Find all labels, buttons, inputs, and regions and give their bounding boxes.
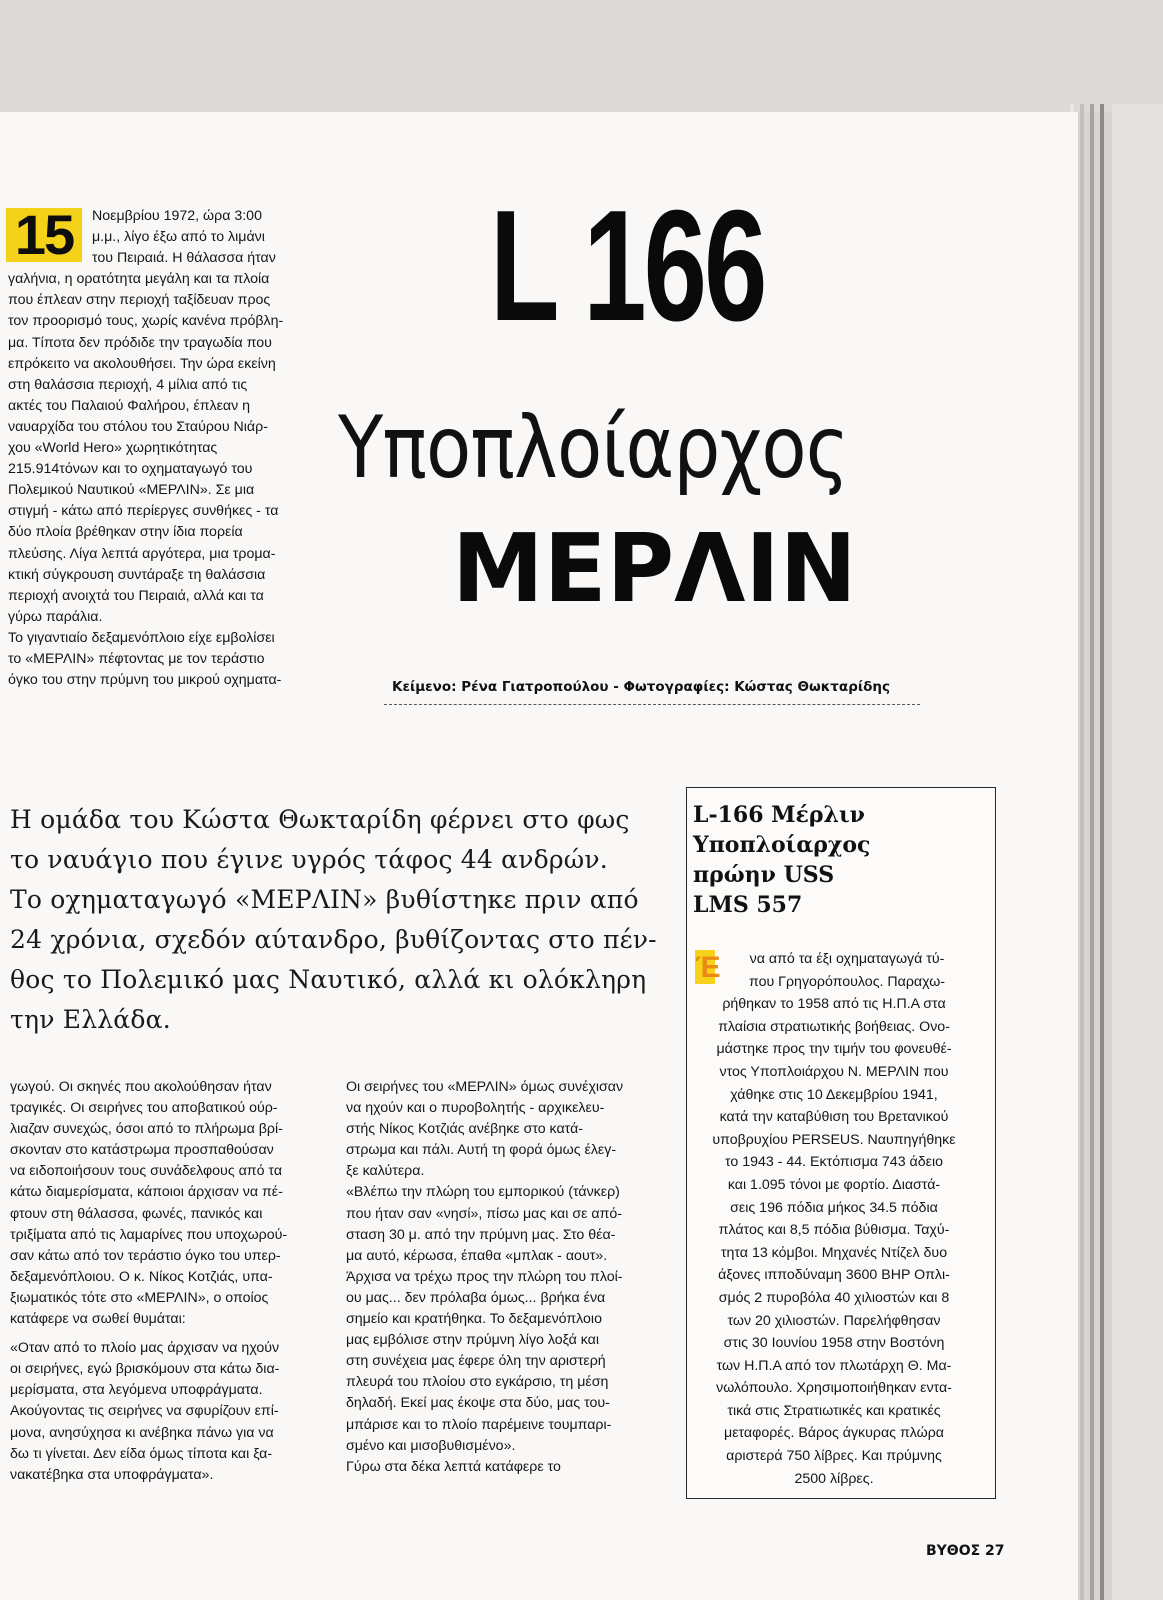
intro-line: ναυαρχίδα του στόλου του Σταύρου Νιάρ- [8, 418, 268, 435]
page-edge [1080, 104, 1084, 1600]
lead-line: θος το Πολεμικό μας Ναυτικό, αλλά κι ολόκληρη [10, 965, 647, 994]
body-line: στής Νίκος Κοτζιάς ανέβηκε στο κατά- [346, 1121, 584, 1138]
sidebar-line: αριστερά 750 λίβρες. Και πρύμνης [726, 1448, 942, 1465]
sidebar-line: ρήθηκαν το 1958 από τις Η.Π.Α στα [722, 996, 946, 1013]
sidebar-line: μεταφορές. Βάρος άγκυρας πλώρα [724, 1425, 944, 1442]
intro-line: δύο πλοία βρέθηκαν στην ίδια πορεία [8, 524, 243, 541]
intro-line: που έπλεαν στην περιοχή ταξίδευαν προς [8, 292, 271, 309]
date-number-box: 15 [6, 208, 82, 262]
lead-line: 24 χρόνια, σχεδόν αύτανδρο, βυθίζοντας στο πέν- [10, 925, 657, 954]
body-line: «Βλέπω την πλώρη του εμπορικού (τάνκερ) [346, 1184, 620, 1201]
intro-line: επρόκειτο να ακολουθήσει. Την ώρα εκείνη [8, 355, 276, 372]
body-line: νακατέβηκα στα υποφράγματα». [10, 1466, 214, 1483]
sidebar-title [693, 800, 870, 920]
body-line: δω τι γίνεται. Δεν είδα όμως τίποτα και ξα- [10, 1445, 273, 1462]
intro-line: 215.914τόνων και το οχηματαγωγό του [8, 461, 253, 478]
body-line: μπάρισε και το πλοίο παρέμεινε τουμπαρι- [346, 1416, 612, 1433]
sidebar-line: που Γρηγορόπουλος. Παραχω- [748, 973, 945, 990]
body-line: να ειδοποιήσουν τους συνάδελφους από τα [10, 1163, 283, 1180]
sidebar-line: τητα 13 κόμβοι. Μηχανές Ντίζελ δυο [720, 1244, 948, 1261]
body-line: μας εμβόλισε στην πρύμνη λίγο λοξά και [346, 1332, 600, 1349]
sidebar-title-line: LMS 557 [693, 892, 803, 918]
page-edge [1090, 104, 1094, 1600]
sidebar-line: σεις 196 πόδια μήκος 34.5 πόδια [730, 1199, 938, 1216]
body-line: σκονταν στο κατάστρωμα προσπαθούσαν [10, 1142, 274, 1159]
drop-cap: Έ [695, 951, 721, 984]
lead-line: Το οχηματαγωγό «ΜΕΡΛΙΝ» βυθίστηκε πριν από [10, 885, 639, 914]
body-line: κάτω διαμερίσματα, κάποιοι άρχισαν να πέ- [10, 1184, 283, 1201]
body-line: τραγικές. Οι σειρήνες του αποβατικού ούρ- [10, 1100, 278, 1117]
intro-line: περιοχή ανοιχτά του Πειραιά, αλλά και τα [8, 587, 264, 604]
body-line: στη συνέχεια μας έφερε όλη την αριστερή [346, 1353, 606, 1370]
sidebar-line: πλάτος και 8,5 πόδια βύθισμα. Ταχύ- [718, 1222, 950, 1239]
body-line: λιαζαν συνεχώς, όσοι από το πλήρωμα βρί- [10, 1121, 283, 1138]
body-line: σημείο και κρατήθηκα. Το δεξαμενόπλοιο [346, 1311, 602, 1328]
intro-line: Πολεμικού Ναυτικού «ΜΕΡΛΙΝ». Σε μια [8, 482, 255, 499]
title-rank: Υποπλοίαρχος [338, 398, 849, 498]
lead-line: την Ελλάδα. [10, 1005, 171, 1034]
body-line: σαν κάτω από τον τεράστιο όγκο του υπερ- [10, 1247, 281, 1264]
sidebar-line: νωλόπουλο. Χρησιμοποιήθηκαν εντα- [716, 1380, 952, 1397]
sidebar-line: 2500 λίβρες. [794, 1470, 874, 1487]
sidebar-title-line: Υποπλοίαρχος [693, 832, 871, 858]
body-line: γωγού. Οι σκηνές που ακολούθησαν ήταν [10, 1079, 272, 1095]
sidebar-line: να από τα έξι οχηματαγωγά τύ- [749, 951, 945, 967]
body-line: Οι σειρήνες του «ΜΕΡΛΙΝ» όμως συνέχισαν [346, 1079, 624, 1095]
body-line: Ακούγοντας τις σειρήνες να σφυρίζουν επί- [10, 1403, 279, 1420]
page-folio: ΒΥΘΟΣ 27 [926, 1543, 1005, 1559]
body-line: ξε καλύτερα. [346, 1163, 425, 1180]
sidebar-line: μάστηκε προς την τιμήν του φονευθέ- [716, 1041, 952, 1058]
sidebar-body [695, 948, 973, 1490]
sidebar-line: σμός 2 πυροβόλα 40 χιλιοστών και 8 [718, 1289, 950, 1306]
intro-line: γύρω παράλια. [8, 608, 103, 625]
intro-line: μ.μ., λίγο έξω από το λιμάνι [92, 229, 265, 246]
intro-line: το «ΜΕΡΛΙΝ» πέφτοντας με τον τεράστιο [8, 650, 265, 667]
sidebar-line: άξονες ιπποδύναμη 3600 BHP Οπλι- [718, 1267, 950, 1284]
sidebar-line: στις 30 Ιουνίου 1958 στην Βοστόνη [723, 1335, 945, 1352]
body-line: στρωμα και πάλι. Αυτή τη φορά όμως έλεγ- [346, 1142, 617, 1159]
intro-line: μα. Τίποτα δεν πρόδιδε την τραγωδία που [8, 334, 272, 351]
intro-line: στιγμή - κάτω από περίεργες συνθήκες - τα [8, 503, 279, 520]
sidebar-line: των 20 χιλιοστών. Παρελήφθησαν [727, 1312, 941, 1329]
intro-line: του Πειραιά. Η θάλασσα ήταν [92, 250, 276, 267]
credits-divider [384, 704, 920, 705]
body-line: να ηχούν και ο πυροβολητής - αρχικελευ- [346, 1100, 605, 1117]
intro-line: στη θαλάσσια περιοχή, 4 μίλια από τις [8, 376, 248, 393]
sidebar-line: κατά την καταβύθιση του Βρετανικού [719, 1109, 949, 1126]
intro-line: γαλήνια, η ορατότητα μεγάλη και τα πλοία [8, 271, 270, 288]
body-line: φτουν στη θάλασσα, φωνές, πανικός και [10, 1205, 263, 1222]
lead-line: Η ομάδα του Κώστα Θωκταρίδη φέρνει στο φως [10, 805, 630, 834]
body-line: Άρχισα να τρέχω προς την πλώρη του πλοί- [346, 1268, 623, 1285]
body-line: τριξίματα από τις λαμαρίνες που υποχωρού- [10, 1226, 288, 1243]
title-code: L 166 [490, 178, 765, 354]
page-edge [1100, 104, 1104, 1600]
body-line: σμένο και μισοβυθισμένο». [346, 1437, 516, 1454]
sidebar-line: χάθηκε στις 10 Δεκεμβρίου 1941, [730, 1086, 938, 1103]
body-column-2 [346, 1077, 658, 1478]
intro-line: τον προορισμό τους, χωρίς κανένα πρόβλη- [8, 313, 284, 330]
intro-line: όγκο του στην πρύμνη του μικρού οχηματα- [8, 672, 282, 689]
sidebar-line: των Η.Π.Α από τον πλωτάρχη Θ. Μα- [716, 1357, 952, 1374]
intro-line: χου «World Hero» χωρητικότητας [8, 440, 218, 457]
body-line: που ήταν σαν «νησί», πίσω μας και σε από- [346, 1205, 622, 1222]
intro-line: πλεύσης. Λίγα λεπτά αργότερα, μια τρομα- [8, 545, 276, 562]
lead-paragraph [10, 800, 657, 1040]
body-line: «Οταν από το πλοίο μας άρχισαν να ηχούν [10, 1340, 280, 1357]
ship-info-sidebar [686, 787, 996, 1499]
body-line: δεξαμενόπλοιου. Ο κ. Νίκος Κοτζιάς, υπα- [10, 1268, 273, 1285]
intro-line: Το γιγαντιαίο δεξαμενόπλοιο είχε εμβολίσει [8, 629, 275, 646]
sidebar-line: ντος Υποπλοιάρχου Ν. ΜΕΡΛΙΝ που [719, 1063, 949, 1080]
lead-line: το ναυάγιο που έγινε υγρός τάφος 44 ανδρών. [10, 845, 608, 874]
body-line: μα αυτό, κέρωσα, έπαθα «μπλακ - αουτ». [346, 1247, 608, 1264]
sidebar-line: και 1.095 τόνοι με φορτίο. Διαστά- [727, 1176, 941, 1193]
body-line: μερίσματα, στα λεγόμενα υποφράγματα. [10, 1382, 263, 1399]
body-line: μονα, ανησύχησα κι ανέβηκα πάνω για να [10, 1424, 274, 1441]
article-credits: Κείμενο: Ρένα Γιατροπούλου - Φωτογραφίες: Κώστας Θωκταρίδης [392, 679, 891, 695]
intro-paragraph [8, 206, 312, 691]
body-line: δηλαδή. Εκεί μας έκοψε στα δύο, μας του- [346, 1395, 610, 1412]
sidebar-title-line: πρώην USS [693, 862, 835, 888]
body-line: οι σειρήνες, εγώ βρισκόμουν στα κάτω δια- [10, 1361, 280, 1378]
body-line: κατάφερε να σωθεί θυμάται: [10, 1311, 186, 1328]
sidebar-line: πλαίσια στρατιωτικής βοήθειας. Ονο- [718, 1018, 950, 1035]
body-line: σταση 30 μ. από την πρύμνη μας. Στο θέα- [346, 1226, 616, 1243]
body-line: ου μας... δεν πρόλαβα όμως... βρήκα ένα [346, 1289, 606, 1306]
sidebar-line: υποβρυχίου PERSEUS. Ναυπηγήθηκε [712, 1131, 956, 1148]
body-column-1 [10, 1077, 322, 1486]
sidebar-title-line: L-166 Μέρλιν [693, 802, 865, 828]
body-line: ξιωματικός τότε στο «ΜΕΡΛΙΝ», ο οποίος [10, 1289, 269, 1306]
intro-line: ακτές του Παλαιού Φαλήρου, έπλεαν η [8, 397, 251, 414]
title-name: ΜΕΡΛΙΝ [452, 515, 857, 624]
body-line: πλευρά του πλοίου στο εγκάρσιο, τη μέση [346, 1374, 609, 1391]
intro-line: Νοεμβρίου 1972, ώρα 3:00 [92, 208, 262, 224]
sidebar-line: το 1943 - 44. Εκτόπισμα 743 άδειο [724, 1154, 943, 1171]
sidebar-line: τικά στις Στρατιωτικές και κρατικές [727, 1402, 941, 1419]
page-edge [1112, 104, 1163, 1600]
intro-line: κτική σύγκρουση συντάραξε τη θαλάσσια [8, 566, 266, 583]
scan-background [0, 0, 1163, 112]
body-line: Γύρω στα δέκα λεπτά κατάφερε το [346, 1458, 561, 1475]
